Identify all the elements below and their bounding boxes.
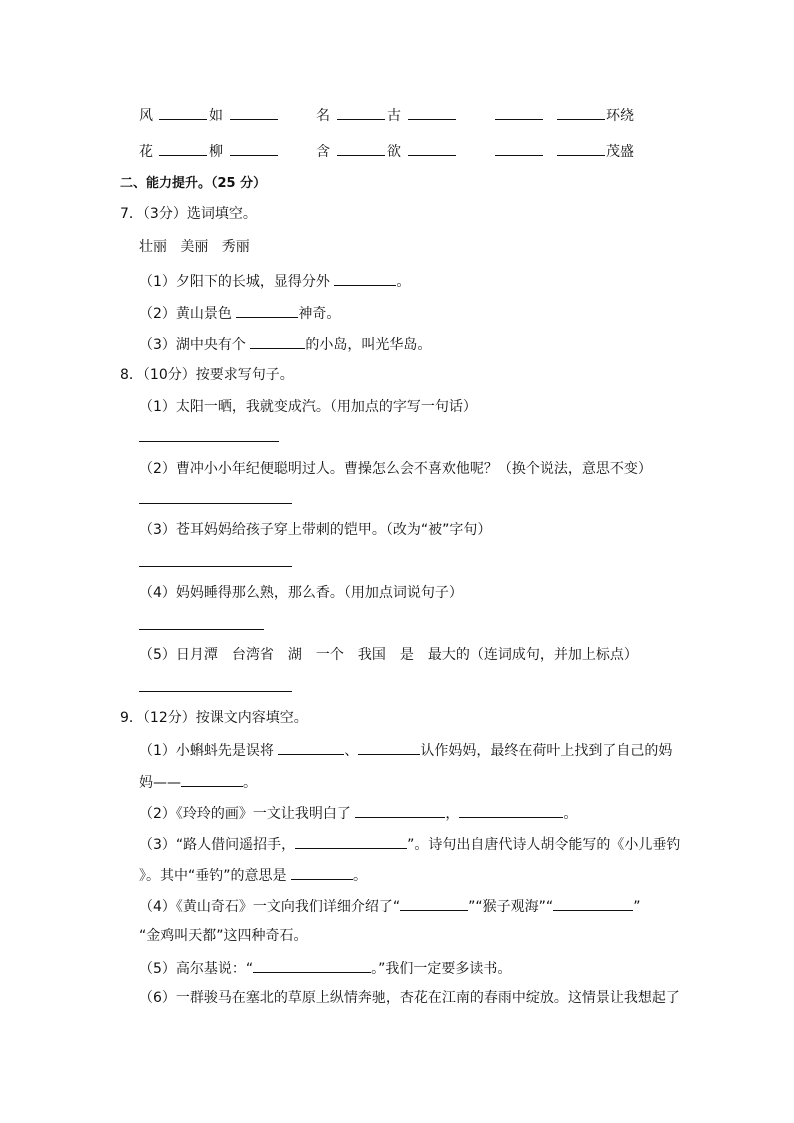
answer-line[interactable]	[139, 629, 264, 630]
question-9-item-2: （2）《玲玲的画》一文让我明白了 ， 。	[139, 803, 577, 823]
question-7-stem: 7．（3分）选词填空。	[120, 206, 257, 222]
question-9-item-1-cont: 妈—— 。	[139, 772, 257, 792]
idiom-char: 风	[139, 108, 153, 124]
fill-blank[interactable]	[230, 105, 278, 120]
idiom-ending: 环绕	[606, 108, 634, 124]
fill-blank[interactable]	[291, 865, 353, 880]
fill-blank[interactable]	[253, 958, 371, 973]
question-8-item-4: （4）妈妈睡得那么熟，那么香。（用加点词说句子）	[139, 585, 463, 601]
question-7-item-1: （1）夕阳下的长城，显得分外 。	[139, 271, 410, 291]
question-8-item-5: （5）日月潭 台湾省 湖 一个 我国 是 最大的（连词成句，并加上标点）	[139, 647, 638, 663]
question-9-item-4: （4）《黄山奇石》一文向我们详细介绍了“ ”“猴子观海”“ ”	[139, 896, 640, 916]
question-8-stem: 8．（10分）按要求写句子。	[120, 367, 294, 383]
question-9-item-5: （5）高尔基说：“ 。”我们一定要多读书。	[139, 958, 511, 978]
fill-blank[interactable]	[459, 803, 563, 818]
section-title: 二、能力提升。（25 分）	[120, 176, 267, 191]
idiom-ending: 茂盛	[606, 144, 634, 160]
answer-line[interactable]	[139, 441, 279, 442]
fill-blank[interactable]	[495, 141, 543, 156]
answer-line[interactable]	[139, 691, 292, 692]
idiom-char: 如	[209, 108, 223, 124]
question-9-stem: 9．（12分）按课文内容填空。	[120, 710, 308, 726]
idiom-char: 名	[316, 108, 330, 124]
fill-blank[interactable]	[553, 896, 633, 911]
idiom-row-1	[139, 105, 659, 125]
fill-blank[interactable]	[334, 271, 396, 286]
question-8-item-2: （2）曹冲小小年纪便聪明过人。曹操怎么会不喜欢他呢？（换个说法，意思不变）	[139, 461, 652, 477]
fill-blank[interactable]	[400, 896, 468, 911]
question-9-item-3-cont: 》。其中“垂钓”的意思是 。	[139, 865, 367, 885]
fill-blank[interactable]	[337, 141, 385, 156]
question-9-item-4-cont: “金鸡叫天都”这四种奇石。	[139, 928, 308, 944]
fill-blank[interactable]	[337, 105, 385, 120]
idiom-char: 欲	[387, 144, 401, 160]
question-7-item-3: （3）湖中央有个 的小岛，叫光华岛。	[139, 334, 431, 354]
question-8-item-3: （3）苍耳妈妈给孩子穿上带刺的铠甲。（改为“被”字句）	[139, 522, 492, 538]
fill-blank[interactable]	[358, 740, 420, 755]
fill-blank[interactable]	[159, 141, 207, 156]
question-9-item-3: （3）“路人借问遥招手， ”。诗句出自唐代诗人胡令能写的《小儿垂钓	[139, 834, 680, 854]
answer-line[interactable]	[139, 503, 292, 504]
word-option: 壮丽	[139, 239, 167, 255]
question-9-item-1: （1）小蝌蚪先是误将 、 认作妈妈，最终在荷叶上找到了自己的妈	[139, 740, 672, 760]
question-8-item-1: （1）太阳一晒，我就变成汽。（用加点的字写一句话）	[139, 399, 477, 415]
question-9-item-6: （6）一群骏马在塞北的草原上纵情奔驰，杏花在江南的春雨中绽放。这情景让我想起了	[139, 990, 680, 1006]
fill-blank[interactable]	[230, 141, 278, 156]
answer-line[interactable]	[139, 566, 292, 567]
idiom-char: 古	[387, 108, 401, 124]
question-7-item-2: （2）黄山景色 神奇。	[139, 303, 340, 323]
idiom-char: 柳	[209, 144, 223, 160]
fill-blank[interactable]	[355, 803, 445, 818]
fill-blank[interactable]	[250, 334, 305, 349]
idiom-char: 花	[139, 144, 153, 160]
fill-blank[interactable]	[408, 141, 456, 156]
fill-blank[interactable]	[495, 105, 543, 120]
fill-blank[interactable]	[181, 772, 243, 787]
fill-blank[interactable]	[278, 740, 344, 755]
word-option: 秀丽	[221, 239, 250, 255]
fill-blank[interactable]	[408, 105, 456, 120]
fill-blank[interactable]	[295, 834, 407, 849]
idiom-row-2	[139, 141, 659, 161]
word-bank	[139, 238, 250, 256]
fill-blank[interactable]	[236, 303, 298, 318]
fill-blank[interactable]	[557, 141, 605, 156]
idiom-char: 含	[316, 144, 330, 160]
fill-blank[interactable]	[557, 105, 605, 120]
fill-blank[interactable]	[159, 105, 207, 120]
word-option: 美丽	[180, 239, 209, 255]
